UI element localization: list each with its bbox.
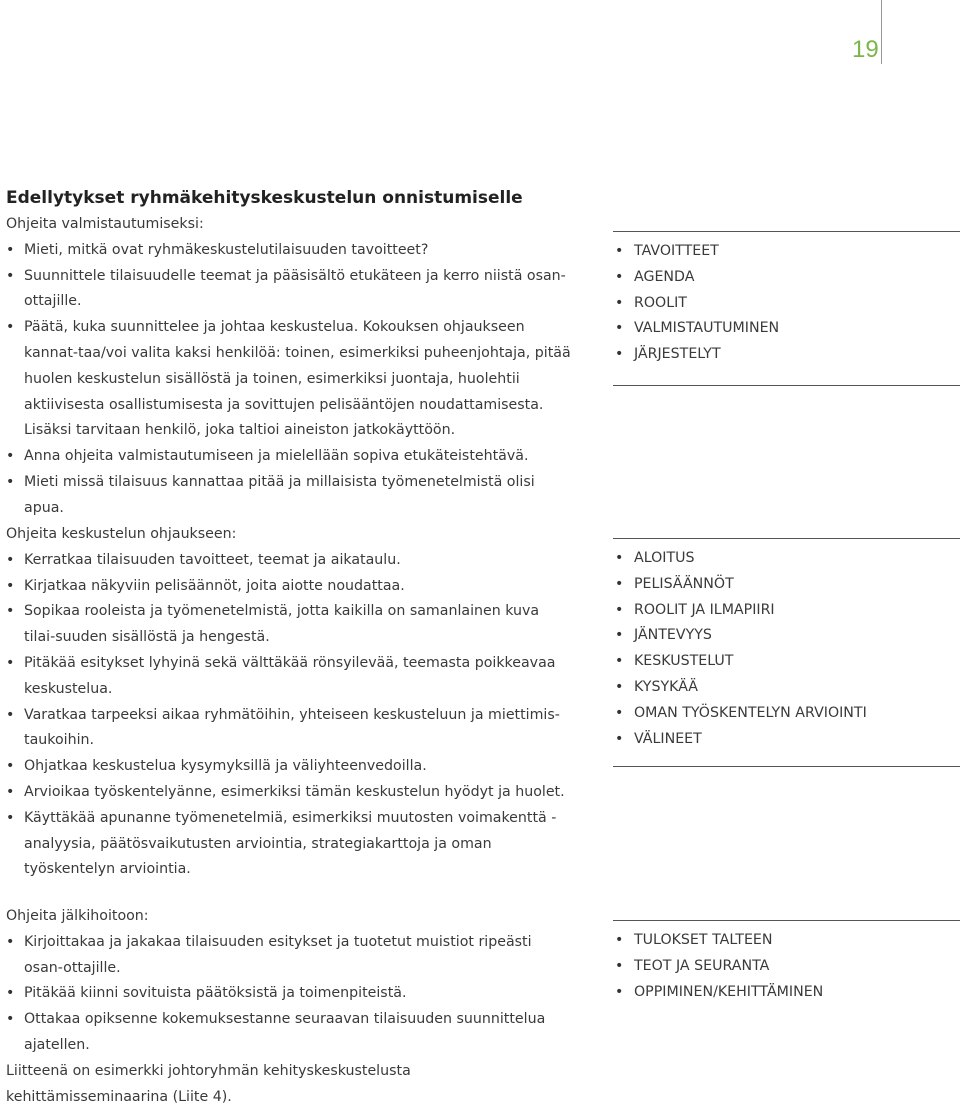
list-item: • Suunnittele tilaisuudelle teemat ja pääsisältö etukäteen ja kerro niistä osan-ottajille. [6, 264, 574, 316]
keyword-item: • PELISÄÄNNÖT [613, 572, 960, 598]
list-item: • Kerratkaa tilaisuuden tavoitteet, teemat ja aikataulu. [6, 548, 574, 574]
facilitation-section [6, 522, 574, 883]
keyword-item: • OPPIMINEN/KEHITTÄMINEN [613, 980, 960, 1006]
keyword-item: • TEOT JA SEURANTA [613, 954, 960, 980]
sidebar-bottom-rule [613, 385, 960, 386]
keyword-item: • ALOITUS [613, 546, 960, 572]
section-intro: Ohjeita keskustelun ohjaukseen: [6, 526, 237, 542]
keyword-item: • ROOLIT [613, 291, 960, 317]
keyword-item: • KESKUSTELUT [613, 649, 960, 675]
page-number: 19 [852, 36, 879, 63]
keyword-item: • TAVOITTEET [613, 239, 960, 265]
list-item: • Mieti missä tilaisuus kannattaa pitää ja millaisista työmenetelmistä olisi apua. [6, 470, 574, 522]
list-item: • Ottakaa opiksenne kokemuksestanne seuraavan tilaisuuden suunnittelua ajatellen. [6, 1007, 574, 1059]
section-outro: Liitteenä on esimerkki johtoryhmän kehityskeskustelusta kehittämisseminaarina (Liite 4). [6, 1062, 411, 1105]
list-item: • Kirjatkaa näkyviin pelisäännöt, joita aiotte noudattaa. [6, 574, 574, 600]
section-heading: Edellytykset ryhmäkehityskeskustelun onnistumiselle [6, 188, 523, 208]
list-item: • Pitäkää esitykset lyhyinä sekä välttäkää rönsyilevää, teemasta poikkeavaa keskustelua. [6, 651, 574, 703]
keyword-item: • AGENDA [613, 265, 960, 291]
keyword-item: • JÄNTEVYYS [613, 623, 960, 649]
sidebar-top-rule [613, 920, 960, 921]
list-item: • Arvioikaa työskentelyänne, esimerkiksi tämän keskustelun hyödyt ja huolet. [6, 780, 574, 806]
followup-section [6, 904, 574, 1110]
keyword-item: • VALMISTAUTUMINEN [613, 316, 960, 342]
sidebar-keywords-facilitation [613, 546, 960, 752]
keyword-item: • ROOLIT JA ILMAPIIRI [613, 598, 960, 624]
section-intro: Ohjeita valmistautumiseksi: [6, 216, 204, 232]
sidebar-keywords-followup [613, 928, 960, 1005]
section-intro: Ohjeita jälkihoitoon: [6, 908, 149, 924]
sidebar-top-rule [613, 231, 960, 232]
keyword-item: • KYSYKÄÄ [613, 675, 960, 701]
sidebar-keywords-preparation [613, 239, 960, 368]
preparation-section [6, 212, 574, 522]
list-item: • Varatkaa tarpeeksi aikaa ryhmätöihin, yhteiseen keskusteluun ja miettimis-taukoihin. [6, 703, 574, 755]
list-item: • Sopikaa rooleista ja työmenetelmistä, jotta kaikilla on samanlainen kuva tilai-suuden sisällöstä ja hengestä. [6, 599, 574, 651]
list-item: • Ohjatkaa keskustelua kysymyksillä ja väliyhteenvedoilla. [6, 754, 574, 780]
page-number-divider [881, 0, 882, 64]
facilitation-list [6, 548, 574, 883]
sidebar-top-rule [613, 538, 960, 539]
list-item: • Mieti, mitkä ovat ryhmäkeskustelutilaisuuden tavoitteet? [6, 238, 574, 264]
keyword-item: • VÄLINEET [613, 727, 960, 753]
list-item: • Päätä, kuka suunnittelee ja johtaa keskustelua. Kokouksen ohjaukseen kannat-taa/voi valita kaksi henkilöä: toinen, esimerkiksi puheenjohtaja, pitää huolen keskustelun sisällöstä ja toinen, esimerkiksi juontaja, huolehtii aktiivisesta osallistumisesta ja sovittujen pelisääntöjen noudattamisesta. Lisäksi tarvitaan henkilö, joka taltioi aineiston jatkokäyttöön. [6, 315, 574, 444]
list-item: • Anna ohjeita valmistautumiseen ja mielellään sopiva etukäteistehtävä. [6, 444, 574, 470]
keyword-item: • OMAN TYÖSKENTELYN ARVIOINTI [613, 701, 960, 727]
sidebar-bottom-rule [613, 766, 960, 767]
keyword-item: • TULOKSET TALTEEN [613, 928, 960, 954]
followup-list [6, 930, 574, 1059]
list-item: • Käyttäkää apunanne työmenetelmiä, esimerkiksi muutosten voimakenttä -analyysia, päätösvaikutusten arviointia, strategiakarttoja ja oman työskentelyn arviointia. [6, 806, 574, 883]
keyword-item: • JÄRJESTELYT [613, 342, 960, 368]
list-item: • Kirjoittakaa ja jakakaa tilaisuuden esitykset ja tuotetut muistiot ripeästi osan-ottajille. [6, 930, 574, 982]
preparation-list [6, 238, 574, 522]
list-item: • Pitäkää kiinni sovituista päätöksistä ja toimenpiteistä. [6, 981, 574, 1007]
